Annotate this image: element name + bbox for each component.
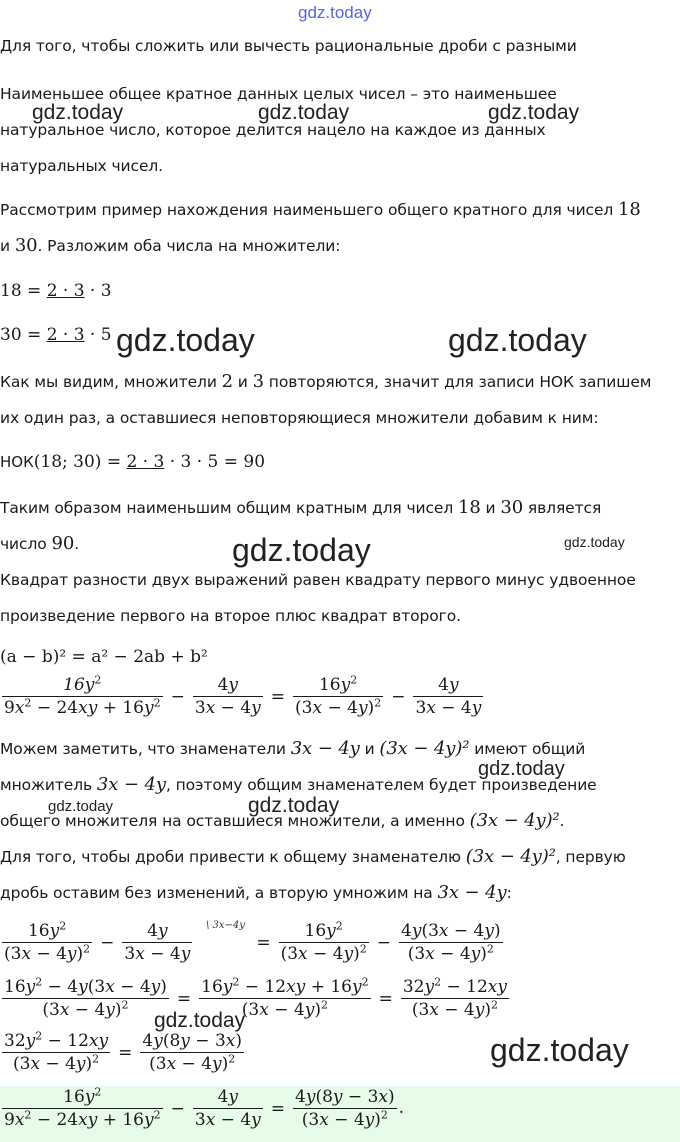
- watermark: gdz.today: [488, 101, 580, 124]
- example-intro-line-1: Рассмотрим пример нахождения наименьшего общего кратного для чисел 18: [0, 199, 641, 220]
- common-factor-line-3: общего множителя на оставшиеся множители, а именно (3x − 4y)².: [0, 810, 565, 831]
- watermark: gdz.today: [490, 1032, 629, 1068]
- intro-line-1: Для того, чтобы сложить или вычесть рациональные дроби с разными: [0, 37, 577, 55]
- lcm-definition-line-1: Наименьшее общее кратное данных целых чисел – это наименьшее: [0, 85, 557, 103]
- factorization-18: 18 = 2 · 3 · 3: [0, 281, 112, 301]
- common-factor-line-2: множитель 3x − 4y, поэтому общим знаменателем будет произведение: [0, 774, 597, 795]
- watermark: gdz.today: [248, 794, 340, 817]
- watermark: gdz.today: [478, 758, 565, 780]
- common-factor-line-1: Можем заметить, что знаменатели 3x − 4y и (3x − 4y)² имеют общий: [0, 738, 586, 759]
- watermark: gdz.today: [48, 798, 114, 815]
- repeat-factors-line-2: их один раз, а оставшиеся неповторяющиеся множители добавим к ним:: [0, 409, 599, 427]
- final-answer: $\frac{16y^2}{9x^2 - 24xy + 16y^2}$ − $\frac{4y}{3x - 4y}$ = $\frac{4y(8y - 3x)}{(3x - 4y)^2}$ .: [4, 1085, 405, 1130]
- watermark: gdz.today: [448, 322, 587, 358]
- common-denominator-line-1: Для того, чтобы дроби привести к общему знаменателю (3x − 4y)², первую: [0, 846, 626, 867]
- step-3-expression: $\frac{32y^2 - 12xy}{(3x - 4y)^2}$ = $\frac{4y(8y - 3x)}{(3x - 4y)^2}$: [4, 1029, 242, 1074]
- square-difference-formula: (a − b)² = a² − 2ab + b²: [0, 647, 208, 667]
- step-1-expression: $\frac{16y^2}{(3x - 4y)^2}$ − $\frac{4y}{3x - 4y}$ = $\frac{16y^2}{(3x - 4y)^2}$ − $\frac{4y(3x - 4y)}{(3x - 4y)^2}$: [4, 919, 501, 964]
- lcm-conclusion-line-2: число 90.: [0, 533, 80, 554]
- square-difference-rule-line-1: Квадрат разности двух выражений равен квадрату первого минус удвоенное: [0, 571, 636, 589]
- watermark: gdz.today: [32, 101, 124, 124]
- watermark: gdz.today: [564, 534, 625, 550]
- common-denominator-line-2: дробь оставим без изменений, а вторую умножим на 3x − 4y:: [0, 882, 512, 903]
- lcm-conclusion-line-1: Таким образом наименьшим общим кратным для чисел 18 и 30 является: [0, 497, 602, 518]
- watermark: gdz.today: [116, 322, 255, 358]
- original-expression: $\frac{16y^2}{9x^2 - 24xy + 16y^2}$ − $\frac{4y}{3x - 4y}$ = $\frac{16y^2}{(3x - 4y)^2}$ − $\frac{4y}{3x - 4y}$: [4, 673, 482, 718]
- watermark-top: gdz.today: [298, 3, 372, 22]
- step-2-expression: $\frac{16y^2 - 4y(3x - 4y)}{(3x - 4y)^2}$ = $\frac{16y^2 - 12xy + 16y^2}{(3x - 4y)^2}$ = $\frac{32y^2 - 12xy}{(3x - 4y)^2}$: [4, 975, 507, 1020]
- factorization-30: 30 = 2 · 3 · 5: [0, 325, 112, 345]
- watermark: gdz.today: [258, 101, 350, 124]
- lcm-formula: НОК(18; 30) = 2 · 3 · 3 · 5 = 90: [0, 452, 266, 472]
- square-difference-rule-line-2: произведение первого на второе плюс квадрат второго.: [0, 607, 461, 625]
- repeat-factors-line-1: Как мы видим, множители 2 и 3 повторяются, значит для записи НОК запишем: [0, 371, 652, 392]
- lcm-definition-line-3: натуральных чисел.: [0, 157, 164, 175]
- extra-factor-label: \ 3x−4y: [206, 920, 245, 931]
- watermark: gdz.today: [232, 532, 371, 568]
- watermark: gdz.today: [154, 1009, 246, 1032]
- example-intro-line-2: и 30. Разложим оба числа на множители:: [0, 235, 341, 256]
- lcm-definition-line-2: натуральное число, которое делится нацело на каждое из данных: [0, 121, 546, 139]
